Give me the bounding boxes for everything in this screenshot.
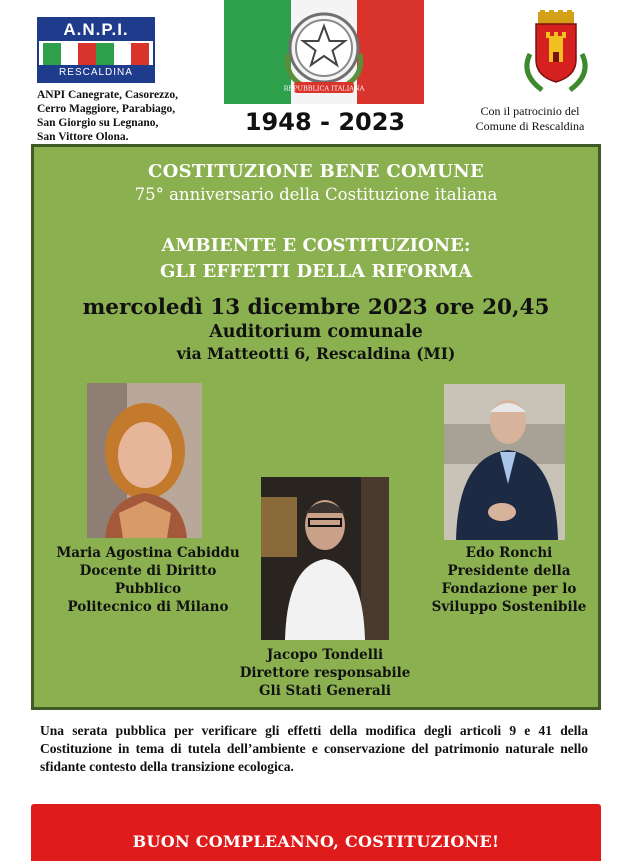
speaker-role: Presidente della [447, 563, 571, 579]
event-address: via Matteotti 6, Rescaldina (MI) [176, 344, 456, 363]
speaker-name: Edo Ronchi [465, 545, 553, 561]
anpi-sections [37, 88, 202, 144]
anpi-section-line: San Vittore Olona. [37, 131, 129, 143]
speaker-organization: Fondazione per lo [441, 581, 577, 597]
anpi-section-line: ANPI Canegrate, Casorezzo, [37, 89, 178, 101]
anpi-section-line: Cerro Maggiore, Parabiago, [37, 103, 176, 115]
italian-republic-emblem-icon [274, 4, 374, 98]
event-description: Una serata pubblica per verificare gli effetti della modifica degli articoli 9 e 41 della Costituzione in tema di tutela dell’ambiente e conservazione del patrimonio naturale nello sfidante contesto della transizione ecologica. [40, 723, 588, 774]
speaker-name: Maria Agostina Cabiddu [56, 545, 240, 561]
years-label: 1948 - 2023 [244, 108, 406, 136]
anpi-logo-flag [43, 43, 149, 65]
speaker-organization: Gli Stati Generali [259, 683, 391, 699]
anpi-section-line: San Giorgio su Legnano, [37, 117, 159, 129]
anpi-logo-place: RESCALDINA [39, 65, 153, 81]
series-title: COSTITUZIONE BENE COMUNE [148, 161, 484, 182]
anpi-logo-name: A.N.P.I. [39, 19, 153, 41]
speaker-role: Docente di Diritto Pubblico [79, 563, 217, 597]
event-venue: Auditorium comunale [209, 322, 423, 342]
banner-text: BUON COMPLEANNO, COSTITUZIONE! [132, 832, 500, 851]
anpi-logo [37, 17, 155, 83]
event-datetime: mercoledì 13 dicembre 2023 ore 20,45 [82, 295, 550, 320]
speaker-organization: Politecnico di Milano [67, 599, 229, 615]
speaker-photo-ronchi [444, 384, 565, 540]
speaker-organization: Sviluppo Sostenibile [431, 599, 587, 615]
event-title-line1: AMBIENTE E COSTITUZIONE: [161, 235, 471, 256]
event-title-line2: GLI EFFETTI DELLA RIFORMA [159, 261, 473, 282]
series-subtitle: 75° anniversario della Costituzione italiana [134, 185, 498, 204]
speaker-tondelli [225, 646, 425, 700]
patrocinio-line: Con il patrocinio del [480, 104, 580, 118]
emblem-text: REPUBBLICA ITALIANA [283, 84, 365, 93]
patrocinio-line: Comune di Rescaldina [475, 119, 585, 133]
speaker-ronchi [424, 544, 594, 616]
speaker-role: Direttore responsabile [239, 665, 411, 681]
rescaldina-coat-of-arms-icon [516, 10, 596, 94]
speaker-photo-tondelli [261, 477, 389, 640]
speaker-name: Jacopo Tondelli [266, 647, 384, 663]
speaker-cabiddu [48, 544, 248, 616]
patrocinio [460, 104, 600, 134]
speaker-photo-cabiddu [87, 383, 202, 538]
